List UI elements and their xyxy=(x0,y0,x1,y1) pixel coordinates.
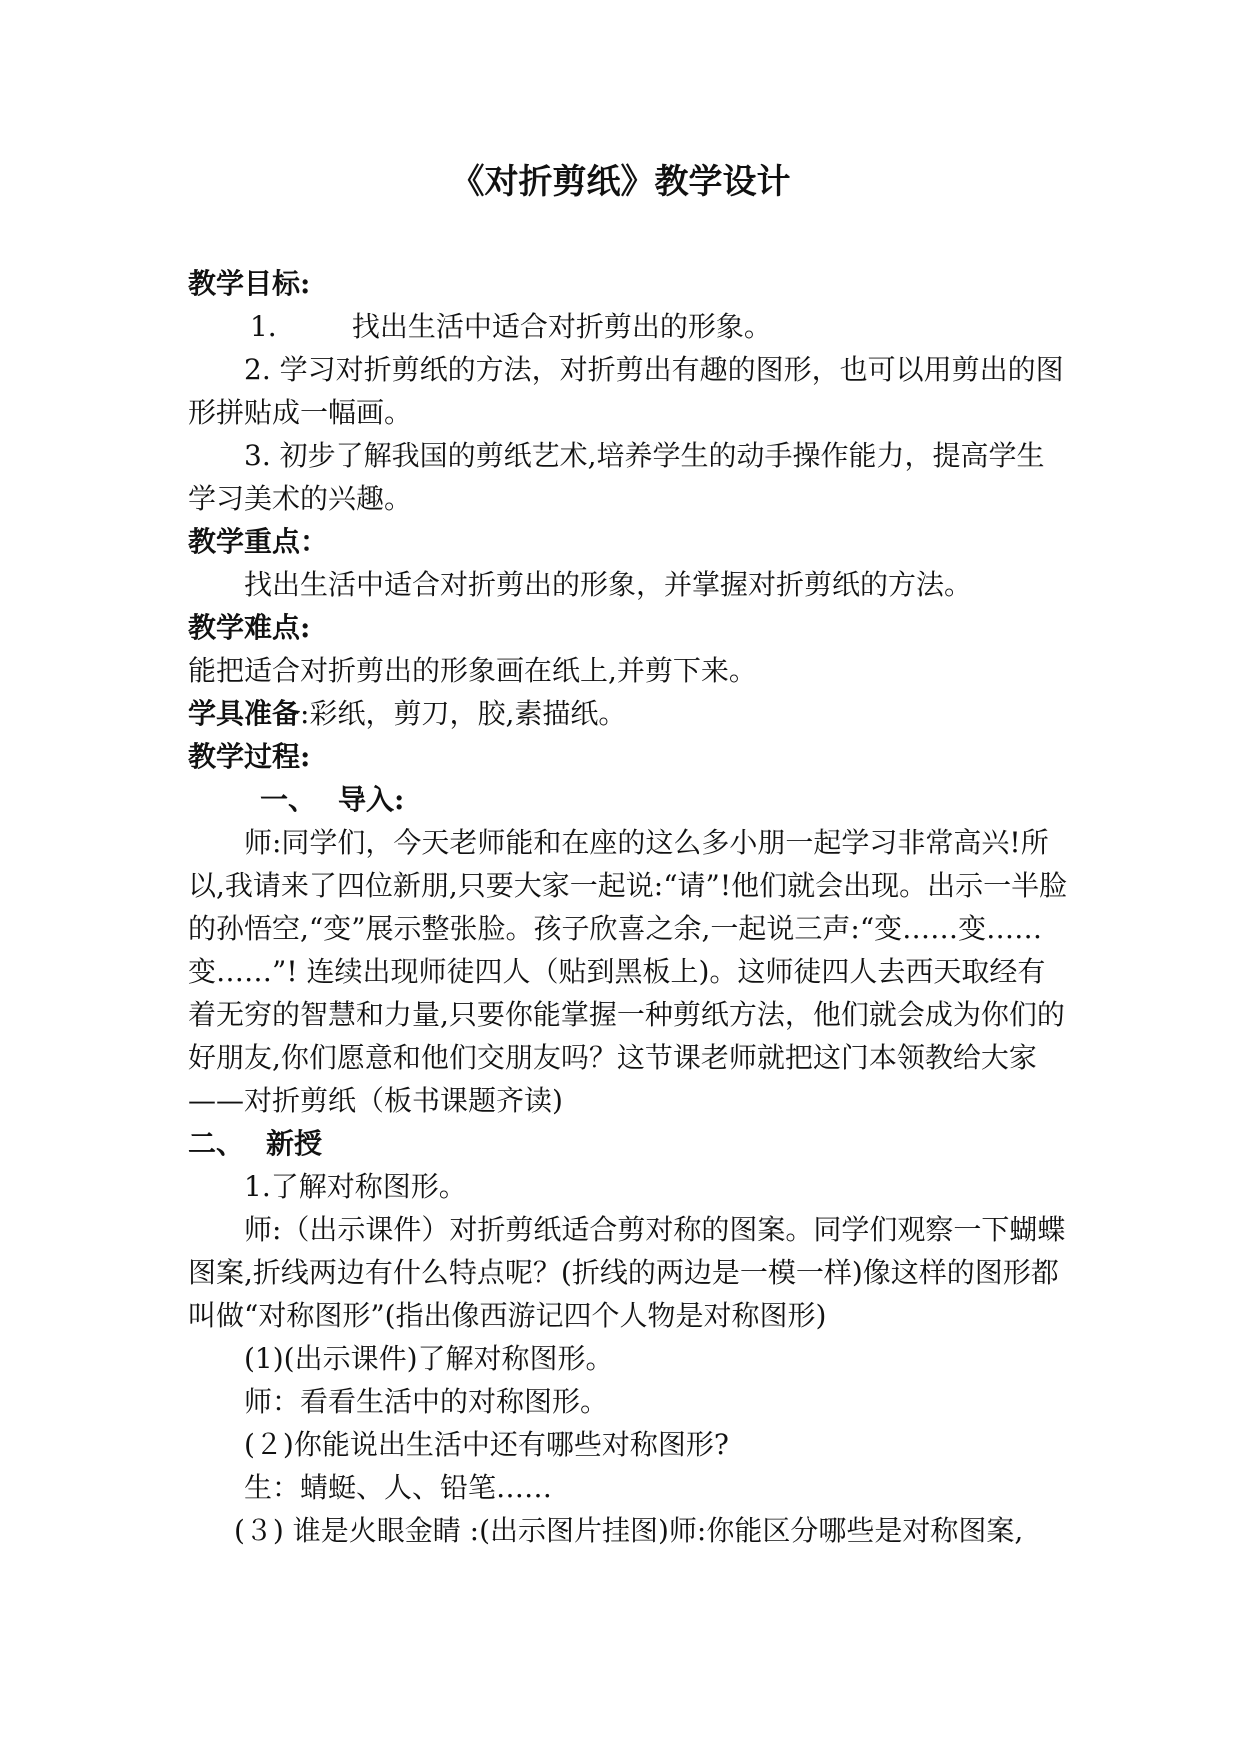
subsection-1-heading: 1.了解对称图形。 xyxy=(244,1170,467,1203)
objective-item-2: 2. 学习对折剪纸的方法，对折剪出有趣的图形，也可以用剪出的图形拼贴成一幅画。 xyxy=(188,353,1064,429)
section-2-number: 二、 xyxy=(188,1127,245,1160)
objective-item-1-number: 1． xyxy=(250,310,296,343)
paragraph-1: (1)(出示课件)了解对称图形。 xyxy=(244,1342,614,1375)
paragraph-5: (３) 谁是火眼金睛 :(出示图片挂图)师:你能区分哪些是对称图案, xyxy=(234,1514,1024,1547)
difficulty-text: 能把适合对折剪出的形象画在纸上,并剪下来。 xyxy=(188,654,757,687)
section-1-number: 一、 xyxy=(260,783,317,816)
section-2-heading xyxy=(188,1122,1068,1165)
process-heading: 教学过程: xyxy=(188,740,311,773)
objective-item-1 xyxy=(188,305,1068,348)
document-title: 《对折剪纸》教学设计 xyxy=(450,162,791,202)
materials-label: 学具准备 xyxy=(188,697,301,730)
paragraph-4: 生：蜻蜓、人、铅笔…… xyxy=(244,1471,553,1504)
key-point-text: 找出生活中适合对折剪出的形象，并掌握对折剪纸的方法。 xyxy=(244,568,973,601)
key-point-heading: 教学重点： xyxy=(188,525,329,558)
objectives-heading: 教学目标: xyxy=(188,267,311,300)
paragraph-2: 师：看看生活中的对称图形。 xyxy=(244,1385,609,1418)
section-2-title: 新授 xyxy=(266,1127,323,1160)
section-1-title: 导入: xyxy=(338,783,405,816)
section-1-text: 师:同学们，今天老师能和在座的这么多小朋一起学习非常高兴!所以,我请来了四位新朋,只要大家一起说:“请”!他们就会出现。出示一半脸的孙悟空,“变”展示整张脸。孩子欣喜之余,一起说三声:“变……变……变……”! 连续出现师徒四人（贴到黑板上)。这师徒四人去西天取经有着无穷的智慧和力量,只要你能掌握一种剪纸方法，他们就会成为你们的好朋友,你们愿意和他们交朋友吗？这节课老师就把这门本领教给大家——对折剪纸（板书课题齐读) xyxy=(188,826,1068,1117)
difficulty-heading: 教学难点: xyxy=(188,611,311,644)
section-1-heading xyxy=(188,778,1068,821)
objective-item-1-text: 找出生活中适合对折剪出的形象。 xyxy=(351,310,772,343)
subsection-1-text: 师:（出示课件）对折剪纸适合剪对称的图案。同学们观察一下蝴蝶图案,折线两边有什么特点呢？(折线的两边是一模一样)像这样的图形都叫做“对称图形”(指出像西游记四个人物是对称图形) xyxy=(188,1213,1066,1332)
materials-text: :彩纸，剪刀，胶,素描纸。 xyxy=(300,697,627,730)
paragraph-3: (２)你能说出生活中还有哪些对称图形? xyxy=(244,1428,729,1461)
document-body xyxy=(188,262,1068,1552)
objective-item-3: 3. 初步了解我国的剪纸艺术,培养学生的动手操作能力，提高学生学习美术的兴趣。 xyxy=(188,439,1045,515)
materials-line xyxy=(188,692,1068,735)
